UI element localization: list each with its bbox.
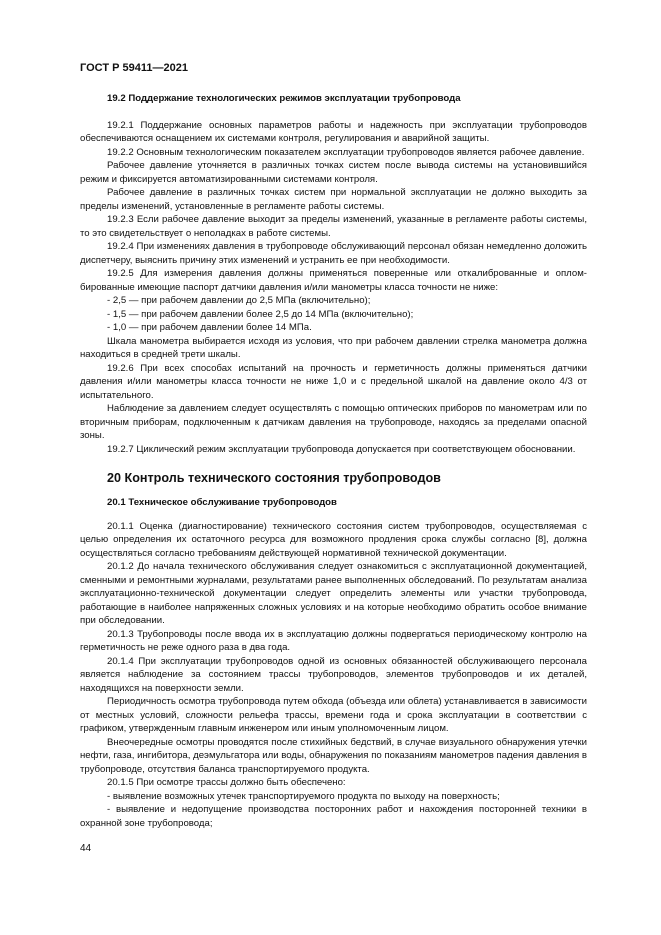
list-item: - 1,0 — при рабочем давлении более 14 МПа.: [107, 322, 312, 333]
page-number: 44: [80, 843, 92, 854]
list-item: - выявление и недопущение производства посторонних работ и нахождения посторонней техники в охранной зоне трубопровода;: [80, 804, 587, 829]
list-item: - выявление возможных утечек транспортируемого продукта по выходу на поверхность;: [107, 790, 500, 802]
paragraph: Наблюдение за давлением следует осуществлять с помощью оптических приборов по манометрам или по вторичным приборам, подключенным к датчикам давления на трубопроводе, находясь за пределами опасной зоны.: [80, 403, 587, 441]
paragraph-19-2-3: 19.2.3 Если рабочее давление выходит за пределы изменений, указанные в регламенте работы системы, то это свидетельствует о неполадках в работе системы.: [80, 214, 587, 239]
paragraph-19-2-7: 19.2.7 Циклический режим эксплуатации трубопровода допускается при соответствующем обосновании.: [107, 443, 576, 455]
paragraph-19-2-5: 19.2.5 Для измерения давления должны применяться поверенные или откалиброванные и опломбированные имеющие паспорт датчики давления и/или манометры класса точности не ниже:: [80, 268, 587, 293]
document-header: ГОСТ Р 59411—2021: [80, 62, 188, 74]
paragraph-19-2-2: 19.2.2 Основным технологическим показателем эксплуатации трубопроводов является рабочее давление.: [107, 146, 585, 158]
paragraph-19-2-4: 19.2.4 При изменениях давления в трубопроводе обслуживающий персонал обязан немедленно доложить диспетчеру, выяснить причину этих изменений и устранить ее при необходимости.: [80, 241, 587, 266]
paragraph-20-1-3: 20.1.3 Трубопроводы после ввода их в эксплуатацию должны подвергаться периодическому контролю на герметичность не реже одного раза в два года.: [80, 628, 587, 653]
list-item: - 2,5 — при рабочем давлении до 2,5 МПа (включительно);: [107, 295, 371, 306]
chapter-heading-20: 20 Контроль технического состояния трубопроводов: [107, 471, 441, 485]
paragraph: Рабочее давление уточняется в различных точках систем после вывода системы на установившийся режим и фиксируется автоматизированными системами контроля.: [80, 160, 587, 185]
document-body: [80, 92, 587, 830]
paragraph-20-1-2: 20.1.2 До начала технического обслуживания следует ознакомиться с эксплуатационной документацией, сменными и ремонтными журналами, результатами ранее выполненных обследований. По результатам анализа эксплуатационно-технической документации следует определить элементы или участки трубопровода, работающие в наиболее напряженных сложных условиях и на которые необходимо обратить особое внимание при обследовании.: [80, 561, 587, 626]
paragraph-20-1-5: 20.1.5 При осмотре трассы должно быть обеспечено:: [107, 777, 346, 788]
list-item: - 1,5 — при рабочем давлении более 2,5 до 14 МПа (включительно);: [107, 308, 414, 320]
paragraph-19-2-6: 19.2.6 При всех способах испытаний на прочность и герметичность должны применяться датчики давления и/или манометры класса точности не ниже 1,0 и с предельной шкалой на давление около 4/3 от испытательного.: [80, 362, 587, 401]
section-heading-19-2: 19.2 Поддержание технологических режимов эксплуатации трубопровода: [107, 93, 461, 104]
paragraph-20-1-1: 20.1.1 Оценка (диагностирование) технического состояния систем трубопроводов, осуществляемая с целью определения их остаточного ресурса для возможного продления срока службы согласно [8], должна осуществляться согласно требованиям действующей нормативной технической документации.: [80, 520, 587, 559]
paragraph-19-2-1: 19.2.1 Поддержание основных параметров работы и надежность при эксплуатации трубопроводов обеспечиваются оснащением их системами контроля, регулирования и аварийной защиты.: [80, 119, 587, 144]
paragraph-20-1-4: 20.1.4 При эксплуатации трубопроводов одной из основных обязанностей обслуживающего персонала является наблюдение за состоянием трассы трубопроводов, элементов трубопроводов и их деталей, находящихся на поверхности земли.: [80, 655, 587, 694]
paragraph: Рабочее давление в различных точках систем при нормальной эксплуатации не должно выходить за пределы изменений, установленные в регламенте работы системы.: [80, 187, 587, 212]
paragraph: Внеочередные осмотры проводятся после стихийных бедствий, в случае визуального обнаружения утечки нефти, газа, ингибитора, деэмульгатора или воды, обнаружения по показаниям манометров падения давления в трубопроводе, отсутствия баланса транспортируемого продукта.: [80, 736, 587, 775]
paragraph: Периодичность осмотра трубопровода путем обхода (объезда или облета) устанавливается в зависимости от местных условий, сложности рельефа трассы, времени года и срока эксплуатации в соответствии с графиком, утвержденным главным инженером или иным уполномоченным лицом.: [80, 696, 587, 734]
paragraph: Шкала манометра выбирается исходя из условия, что при рабочем давлении стрелка манометра должна находиться в средней трети шкалы.: [80, 335, 587, 360]
section-heading-20-1: 20.1 Техническое обслуживание трубопроводов: [107, 497, 337, 508]
